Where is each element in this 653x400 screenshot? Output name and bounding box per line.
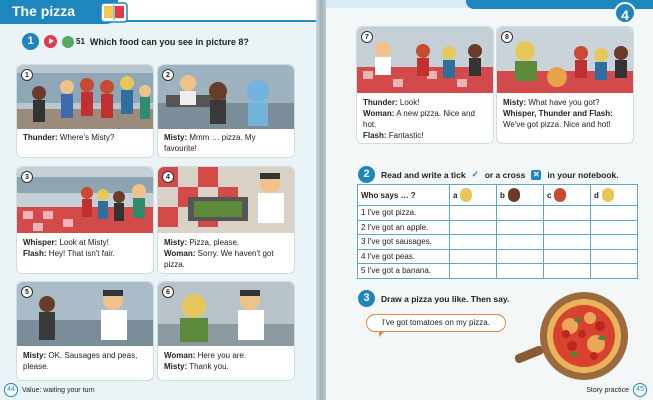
- panel-number: 5: [21, 286, 33, 298]
- story-panel-5: [16, 281, 154, 381]
- line-text: A new pizza. Nice and hot.: [363, 109, 475, 129]
- answer-cell: [497, 235, 544, 250]
- speaker: Flash:: [363, 131, 387, 140]
- track-icon: [62, 36, 74, 48]
- panel-caption: [164, 237, 290, 270]
- column-label: c: [547, 190, 552, 200]
- panel-number: 1: [21, 69, 33, 81]
- exercise-3-heading: [358, 290, 509, 307]
- panel-illustration: [17, 282, 153, 346]
- line-text: Thank you.: [187, 362, 229, 371]
- instruction-part: or a cross: [484, 169, 526, 180]
- answer-cell: [544, 206, 591, 221]
- answer-cell: [591, 220, 638, 235]
- tick-icon: ✓: [471, 169, 479, 179]
- line-text: Here you are.: [195, 351, 247, 360]
- exercise-number: 2: [358, 166, 375, 183]
- page-title: The pizza: [12, 3, 76, 19]
- panel-number: 7: [361, 31, 373, 43]
- who-says-table: [357, 184, 638, 279]
- answer-cell: [497, 264, 544, 279]
- line-text: Sorry. We haven't got pizza.: [164, 249, 274, 269]
- left-page: [0, 0, 318, 400]
- story-panel-3: [16, 166, 154, 274]
- column-d: [591, 185, 638, 206]
- speaker: Misty:: [164, 238, 188, 247]
- exercise-number: 1: [22, 33, 39, 50]
- answer-cell: [544, 249, 591, 264]
- row-label: 1 I've got pizza.: [358, 206, 450, 221]
- panel-illustration: [158, 167, 294, 233]
- exercise-number: 3: [358, 290, 375, 307]
- panel-number: 6: [162, 286, 174, 298]
- panel-number: 8: [501, 31, 513, 43]
- track-number: 51: [76, 37, 85, 46]
- answer-cell: [450, 220, 497, 235]
- speaker: Woman:: [164, 249, 196, 258]
- panel-caption: [164, 132, 290, 154]
- answer-cell: [450, 264, 497, 279]
- answer-cell: [497, 206, 544, 221]
- speaker: Whisper:: [23, 238, 58, 247]
- table-header-row: [358, 185, 638, 206]
- panel-illustration: [497, 27, 633, 93]
- character-face-icon: [602, 188, 614, 202]
- answer-cell: [591, 249, 638, 264]
- story-panel-7: [356, 26, 494, 144]
- line-text: Mmm … pizza. My favourite!: [164, 133, 256, 153]
- answer-cell: [450, 206, 497, 221]
- row-label: 3 I've got sausages.: [358, 235, 450, 250]
- column-b: [497, 185, 544, 206]
- page-number: 44: [4, 383, 18, 397]
- story-panel-8: [496, 26, 634, 144]
- exercise-2-heading: [358, 166, 619, 183]
- speaker: Misty:: [23, 351, 47, 360]
- panel-illustration: [357, 27, 493, 93]
- line-text: OK. Sausages and peas, please.: [23, 351, 138, 371]
- line-text: Look!: [397, 98, 420, 107]
- row-label: 5 I've got a banana.: [358, 264, 450, 279]
- speaker: Woman:: [164, 351, 196, 360]
- panel-number: 3: [21, 171, 33, 183]
- row-label: 4 I've got peas.: [358, 249, 450, 264]
- answer-cell: [497, 220, 544, 235]
- panel-caption: [23, 237, 149, 259]
- line-text: Where's Misty?: [57, 133, 115, 142]
- line-text: Fantastic!: [386, 131, 424, 140]
- panel-caption: [363, 97, 489, 141]
- panel-illustration: [17, 167, 153, 233]
- footer-text: Value: waiting your turn: [22, 386, 95, 394]
- speaker: Flash:: [23, 249, 47, 258]
- right-page: [326, 0, 653, 400]
- line-text: Look at Misty!: [57, 238, 109, 247]
- story-panel-1: [16, 64, 154, 158]
- panel-number: 4: [162, 171, 174, 183]
- table-row: [358, 206, 638, 221]
- line-text: What have you got?: [526, 98, 600, 107]
- audio-track: [62, 36, 85, 48]
- column-label: a: [453, 190, 458, 200]
- panel-illustration: [158, 282, 294, 346]
- footer-text: Story practice: [586, 386, 629, 394]
- speaker: Misty:: [164, 133, 188, 142]
- table-row: [358, 220, 638, 235]
- character-face-icon: [460, 188, 472, 202]
- table-row: [358, 264, 638, 279]
- column-label: b: [500, 190, 505, 200]
- page-number: 45: [633, 383, 647, 397]
- answer-cell: [544, 220, 591, 235]
- panel-caption: [164, 350, 290, 372]
- cross-icon: ✕: [532, 169, 540, 179]
- line-text: Pizza, please.: [187, 238, 240, 247]
- answer-cell: [544, 235, 591, 250]
- speaker: Misty:: [503, 98, 527, 107]
- panel-illustration: [158, 65, 294, 129]
- answer-cell: [450, 235, 497, 250]
- speaker: Woman:: [363, 109, 395, 118]
- answer-cell: [591, 235, 638, 250]
- column-c: [544, 185, 591, 206]
- speech-bubble: I've got tomatoes on my pizza.: [366, 314, 506, 332]
- book-icon: [100, 1, 128, 23]
- answer-cell: [497, 249, 544, 264]
- answer-cell: [450, 249, 497, 264]
- row-label: 2 I've got an apple.: [358, 220, 450, 235]
- panel-caption: [23, 350, 149, 372]
- answer-cell: [591, 264, 638, 279]
- speaker: Thunder:: [23, 133, 58, 142]
- speaker: Thunder:: [363, 98, 398, 107]
- exercise-1-heading: [22, 33, 249, 50]
- character-face-icon: [508, 188, 520, 202]
- column-a: [450, 185, 497, 206]
- answer-cell: [591, 206, 638, 221]
- answer-cell: [544, 264, 591, 279]
- line-text: We've got pizza. Nice and hot!: [503, 120, 611, 129]
- instruction-part: in your notebook.: [547, 169, 619, 180]
- character-face-icon: [554, 188, 566, 202]
- table-row: [358, 249, 638, 264]
- exercise-instruction: Which food can you see in picture 8?: [89, 36, 249, 47]
- pizza-illustration: [512, 288, 638, 384]
- panel-number: 2: [162, 69, 174, 81]
- table-row: [358, 235, 638, 250]
- story-panel-4: [157, 166, 295, 274]
- panel-caption: [503, 97, 629, 130]
- panel-caption: [23, 132, 149, 143]
- line-text: Hey! That isn't fair.: [46, 249, 115, 258]
- left-footer: [4, 383, 95, 397]
- column-label: d: [594, 190, 599, 200]
- instruction-part: Read and write a tick: [381, 169, 466, 180]
- speaker: Whisper, Thunder and Flash:: [503, 109, 613, 118]
- exercise-instruction: Draw a pizza you like. Then say.: [381, 293, 510, 304]
- story-panel-2: [157, 64, 295, 158]
- play-audio-icon[interactable]: [44, 35, 57, 48]
- table-header: Who says … ?: [358, 185, 450, 206]
- unit-number: 4: [614, 2, 636, 24]
- story-panel-6: [157, 281, 295, 381]
- panel-illustration: [17, 65, 153, 129]
- speaker: Misty:: [164, 362, 188, 371]
- right-footer: [586, 383, 647, 397]
